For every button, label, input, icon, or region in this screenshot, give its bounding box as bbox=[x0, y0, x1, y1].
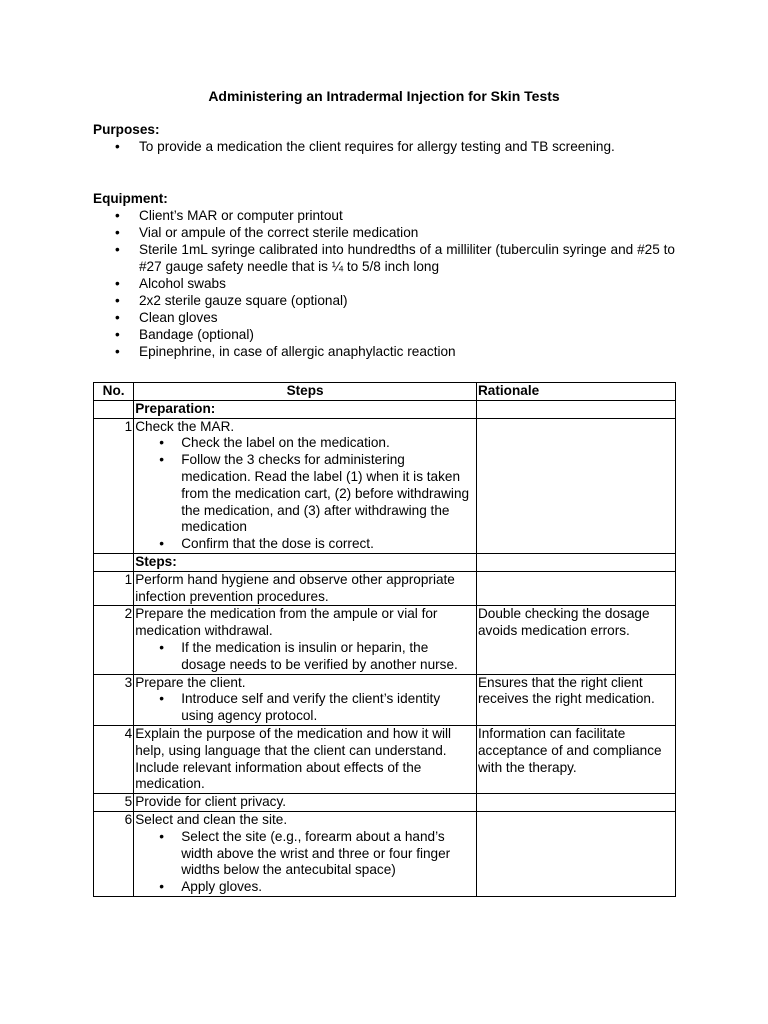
step-text: Prepare the client. bbox=[135, 674, 246, 690]
purposes-section bbox=[93, 121, 675, 155]
step-text: Check the MAR. bbox=[135, 418, 235, 434]
step-text: Prepare the medication from the ampule or vial for medication withdrawal. bbox=[135, 606, 438, 639]
rationale-cell bbox=[476, 794, 675, 812]
steps-label: Steps: bbox=[134, 553, 477, 571]
steps-table bbox=[93, 382, 676, 897]
header-steps: Steps bbox=[134, 383, 477, 401]
rationale-cell bbox=[476, 418, 675, 553]
preparation-label: Preparation: bbox=[134, 400, 477, 418]
equipment-item: • Client’s MAR or computer printout bbox=[93, 207, 675, 224]
table-row bbox=[94, 794, 676, 812]
header-no: No. bbox=[94, 383, 134, 401]
equipment-item: • Bandage (optional) bbox=[93, 326, 675, 343]
step-text: Provide for client privacy. bbox=[134, 794, 477, 812]
table-row bbox=[94, 418, 676, 553]
rationale-cell: Ensures that the right client receives the right medication. bbox=[476, 674, 675, 725]
step-number: 6 bbox=[94, 811, 134, 896]
steps-label-row bbox=[94, 553, 676, 571]
purpose-item: • To provide a medication the client requires for allergy testing and TB screening. bbox=[93, 138, 675, 155]
step-bullet: • Introduce self and verify the client’s identity using agency protocol. bbox=[135, 691, 475, 725]
preparation-label-row bbox=[94, 400, 676, 418]
step-number: 3 bbox=[94, 674, 134, 725]
step-text: Select and clean the site. bbox=[135, 811, 288, 827]
purposes-heading: Purposes: bbox=[93, 122, 160, 137]
equipment-item: • Alcohol swabs bbox=[93, 275, 675, 292]
step-number: 1 bbox=[94, 418, 134, 553]
step-bullet: • Select the site (e.g., forearm about a hand’s width above the wrist and three or four finger widths below the antecubital space) bbox=[135, 829, 475, 879]
step-number: 1 bbox=[94, 571, 134, 606]
header-rationale: Rationale bbox=[476, 383, 675, 401]
step-bullet: • If the medication is insulin or heparin, the dosage needs to be verified by another nurse. bbox=[135, 640, 475, 674]
step-bullet: • Check the label on the medication. bbox=[135, 435, 475, 452]
step-number: 2 bbox=[94, 606, 134, 674]
step-cell bbox=[134, 811, 477, 896]
equipment-item: • Sterile 1mL syringe calibrated into hundredths of a milliliter (tuberculin syringe and #25 to #27 gauge safety needle that is ¼ to 5/8 inch long bbox=[93, 241, 675, 275]
rationale-cell bbox=[476, 811, 675, 896]
step-cell bbox=[134, 674, 477, 725]
equipment-heading: Equipment: bbox=[93, 191, 168, 206]
step-bullet: • Apply gloves. bbox=[135, 879, 475, 896]
step-text: Explain the purpose of the medication and how it will help, using language that the client can understand. Include relevant information about effects of the medication. bbox=[134, 725, 477, 793]
step-number: 5 bbox=[94, 794, 134, 812]
document-title: Administering an Intradermal Injection for Skin Tests bbox=[208, 88, 560, 104]
table-row bbox=[94, 811, 676, 896]
step-number: 4 bbox=[94, 725, 134, 793]
rationale-cell bbox=[476, 571, 675, 606]
step-cell bbox=[134, 606, 477, 674]
table-row bbox=[94, 725, 676, 793]
step-bullet: • Follow the 3 checks for administering medication. Read the label (1) when it is taken from the medication cart, (2) before withdrawing the medication, and (3) after withdrawing the medication bbox=[135, 452, 475, 536]
equipment-item: • Vial or ampule of the correct sterile medication bbox=[93, 224, 675, 241]
table-header-row bbox=[94, 383, 676, 401]
equipment-item: • Clean gloves bbox=[93, 309, 675, 326]
step-bullet: • Confirm that the dose is correct. bbox=[135, 536, 475, 553]
step-text: Perform hand hygiene and observe other appropriate infection prevention procedures. bbox=[134, 571, 477, 606]
table-row bbox=[94, 606, 676, 674]
step-cell bbox=[134, 418, 477, 553]
rationale-cell: Information can facilitate acceptance of and compliance with the therapy. bbox=[476, 725, 675, 793]
table-row bbox=[94, 571, 676, 606]
equipment-item: • Epinephrine, in case of allergic anaphylactic reaction bbox=[93, 343, 675, 360]
table-row bbox=[94, 674, 676, 725]
equipment-item: • 2x2 sterile gauze square (optional) bbox=[93, 292, 675, 309]
equipment-section bbox=[93, 190, 675, 360]
rationale-cell: Double checking the dosage avoids medication errors. bbox=[476, 606, 675, 674]
